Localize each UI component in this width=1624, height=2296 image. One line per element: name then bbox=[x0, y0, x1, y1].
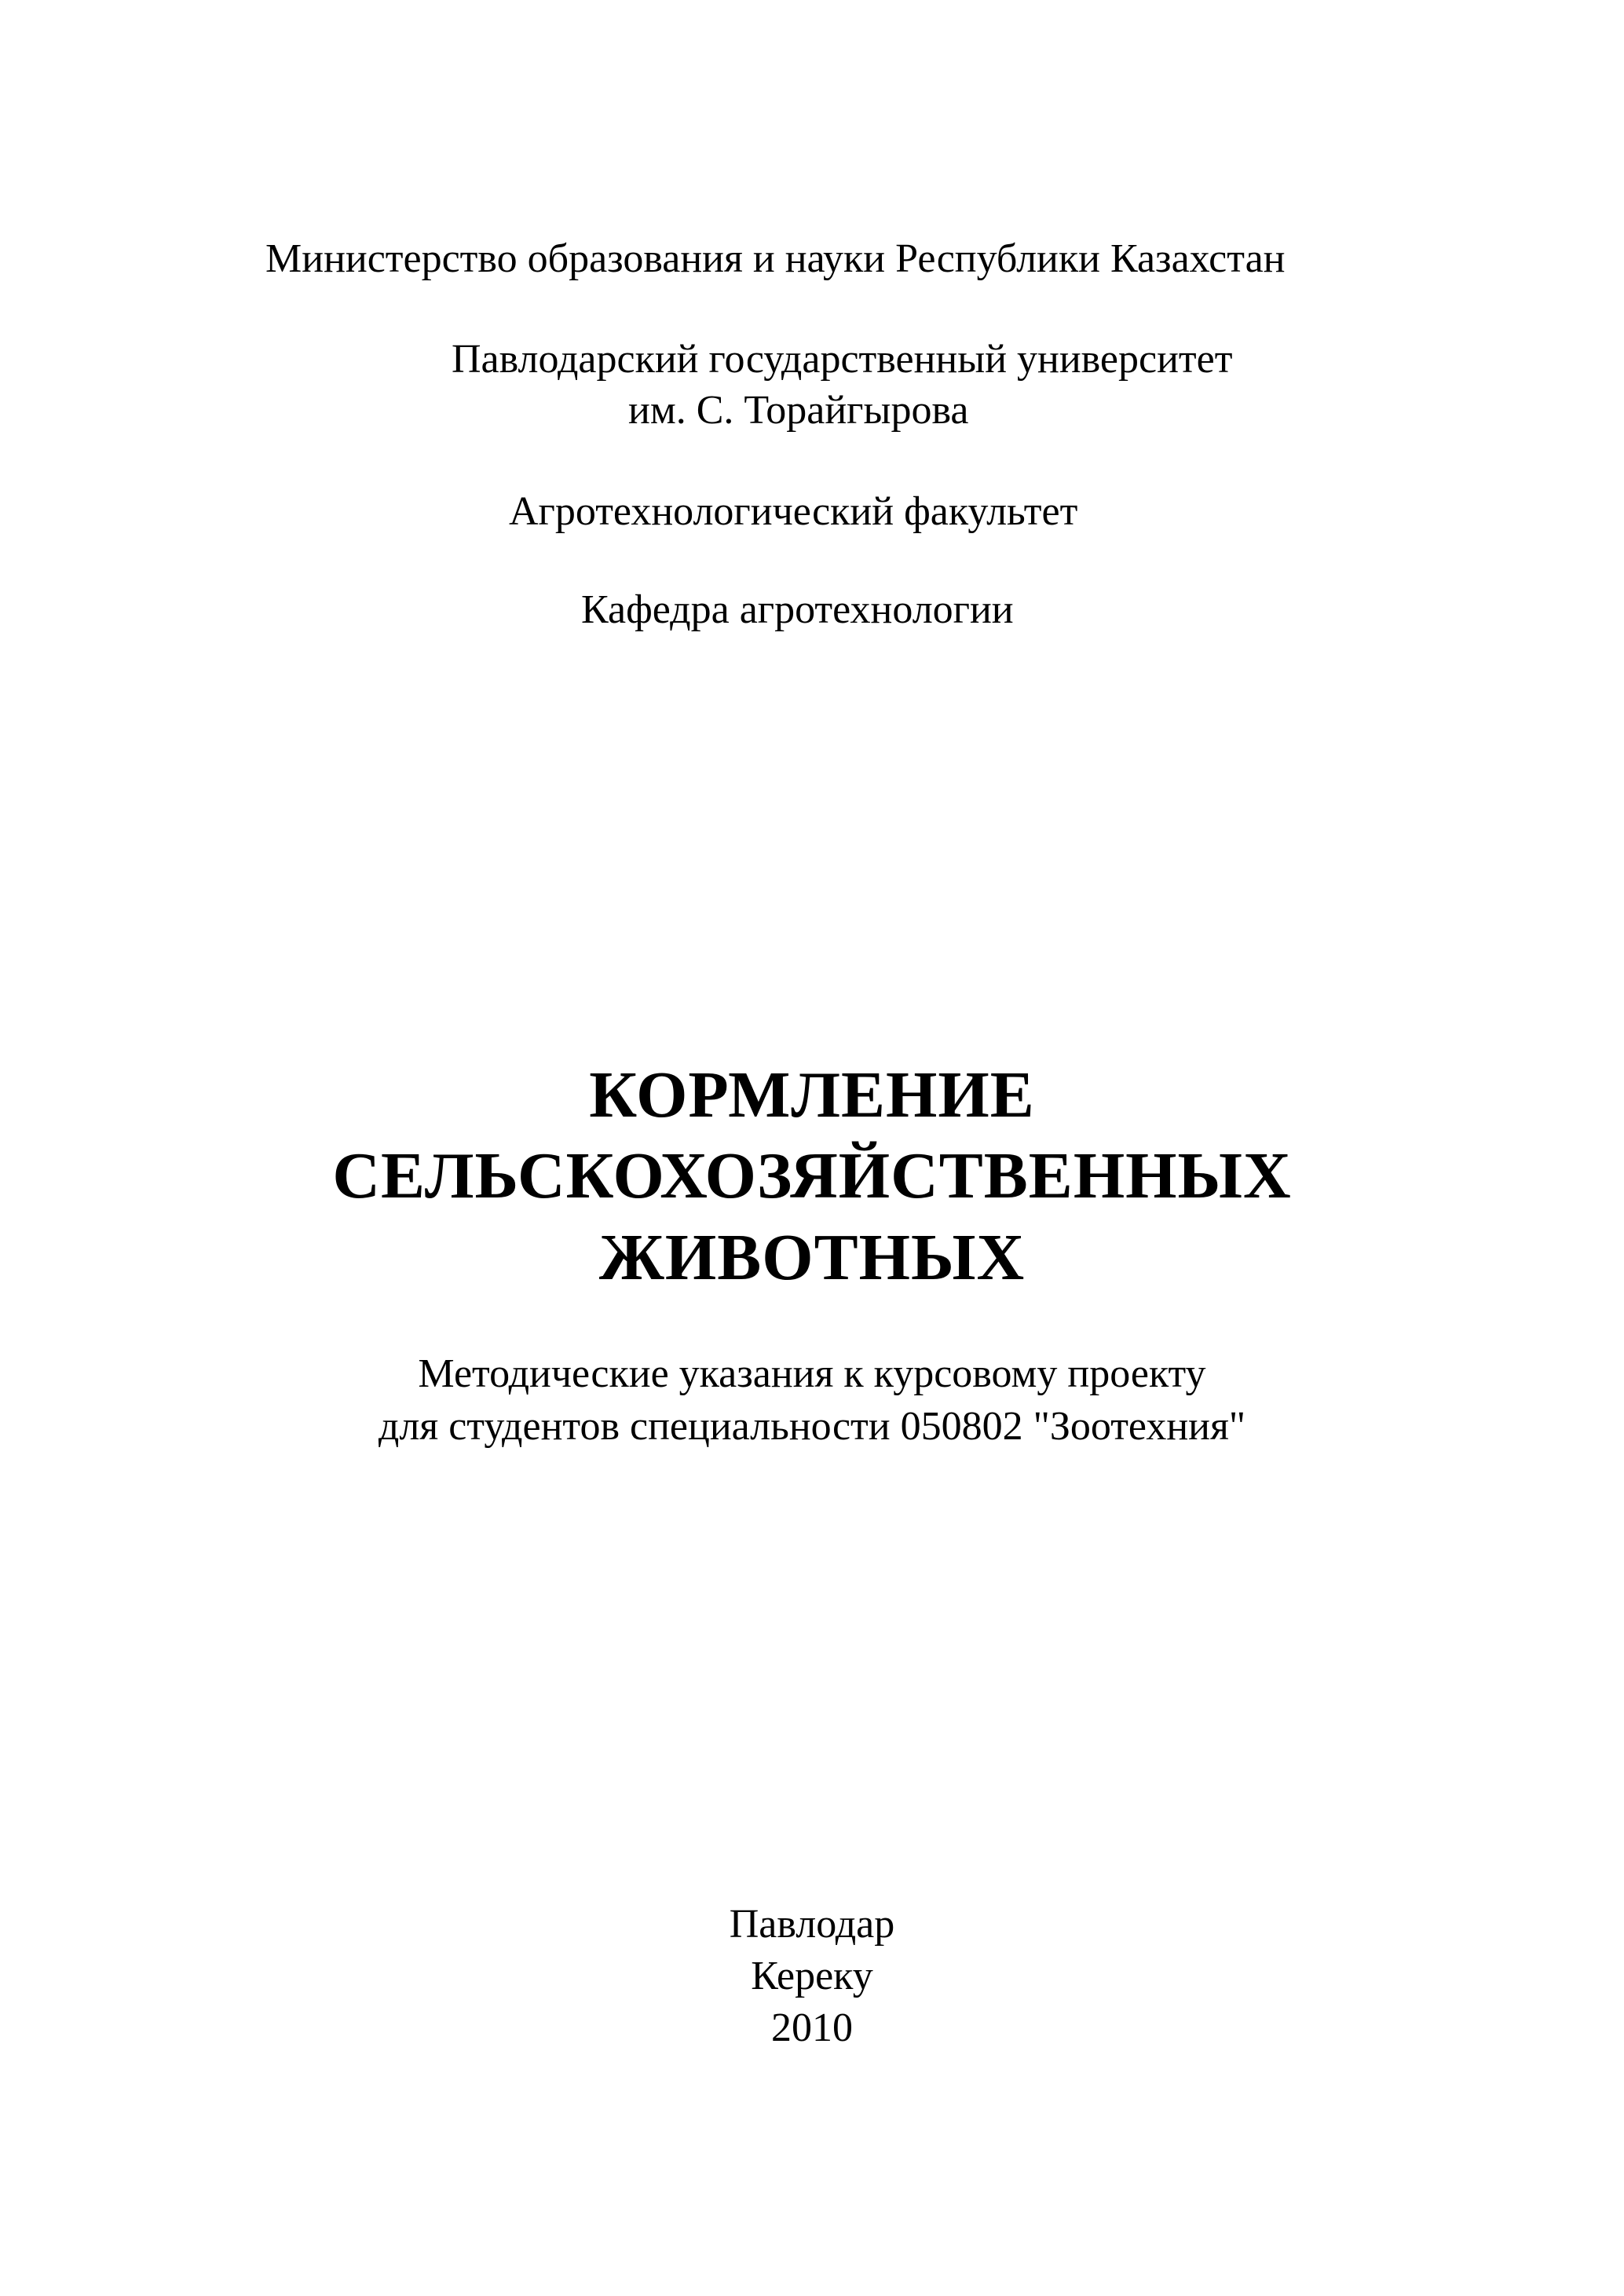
title-line-3: ЖИВОТНЫХ bbox=[598, 1221, 1026, 1294]
subtitle-line-1: Методические указания к курсовому проекту bbox=[418, 1351, 1206, 1396]
subtitle-line-2: для студентов специальности 050802 "Зоотехния" bbox=[378, 1404, 1246, 1449]
university-name: Павлодарский государственный университет bbox=[452, 337, 1233, 382]
faculty-name: Агротехнологический факультет bbox=[509, 489, 1078, 534]
imprint-publisher: Кереку bbox=[751, 1954, 873, 1998]
title-line-1: КОРМЛЕНИЕ bbox=[589, 1058, 1035, 1132]
imprint-city: Павлодар bbox=[729, 1902, 895, 1947]
imprint-year: 2010 bbox=[771, 2005, 853, 2050]
ministry-name: Министерство образования и науки Республики Казахстан bbox=[265, 236, 1286, 281]
title-line-2: СЕЛЬСКОХОЗЯЙСТВЕННЫХ bbox=[332, 1139, 1292, 1212]
university-namesake: им. С. Торайгырова bbox=[628, 388, 969, 433]
department-name: Кафедра агротехнологии bbox=[581, 587, 1014, 632]
